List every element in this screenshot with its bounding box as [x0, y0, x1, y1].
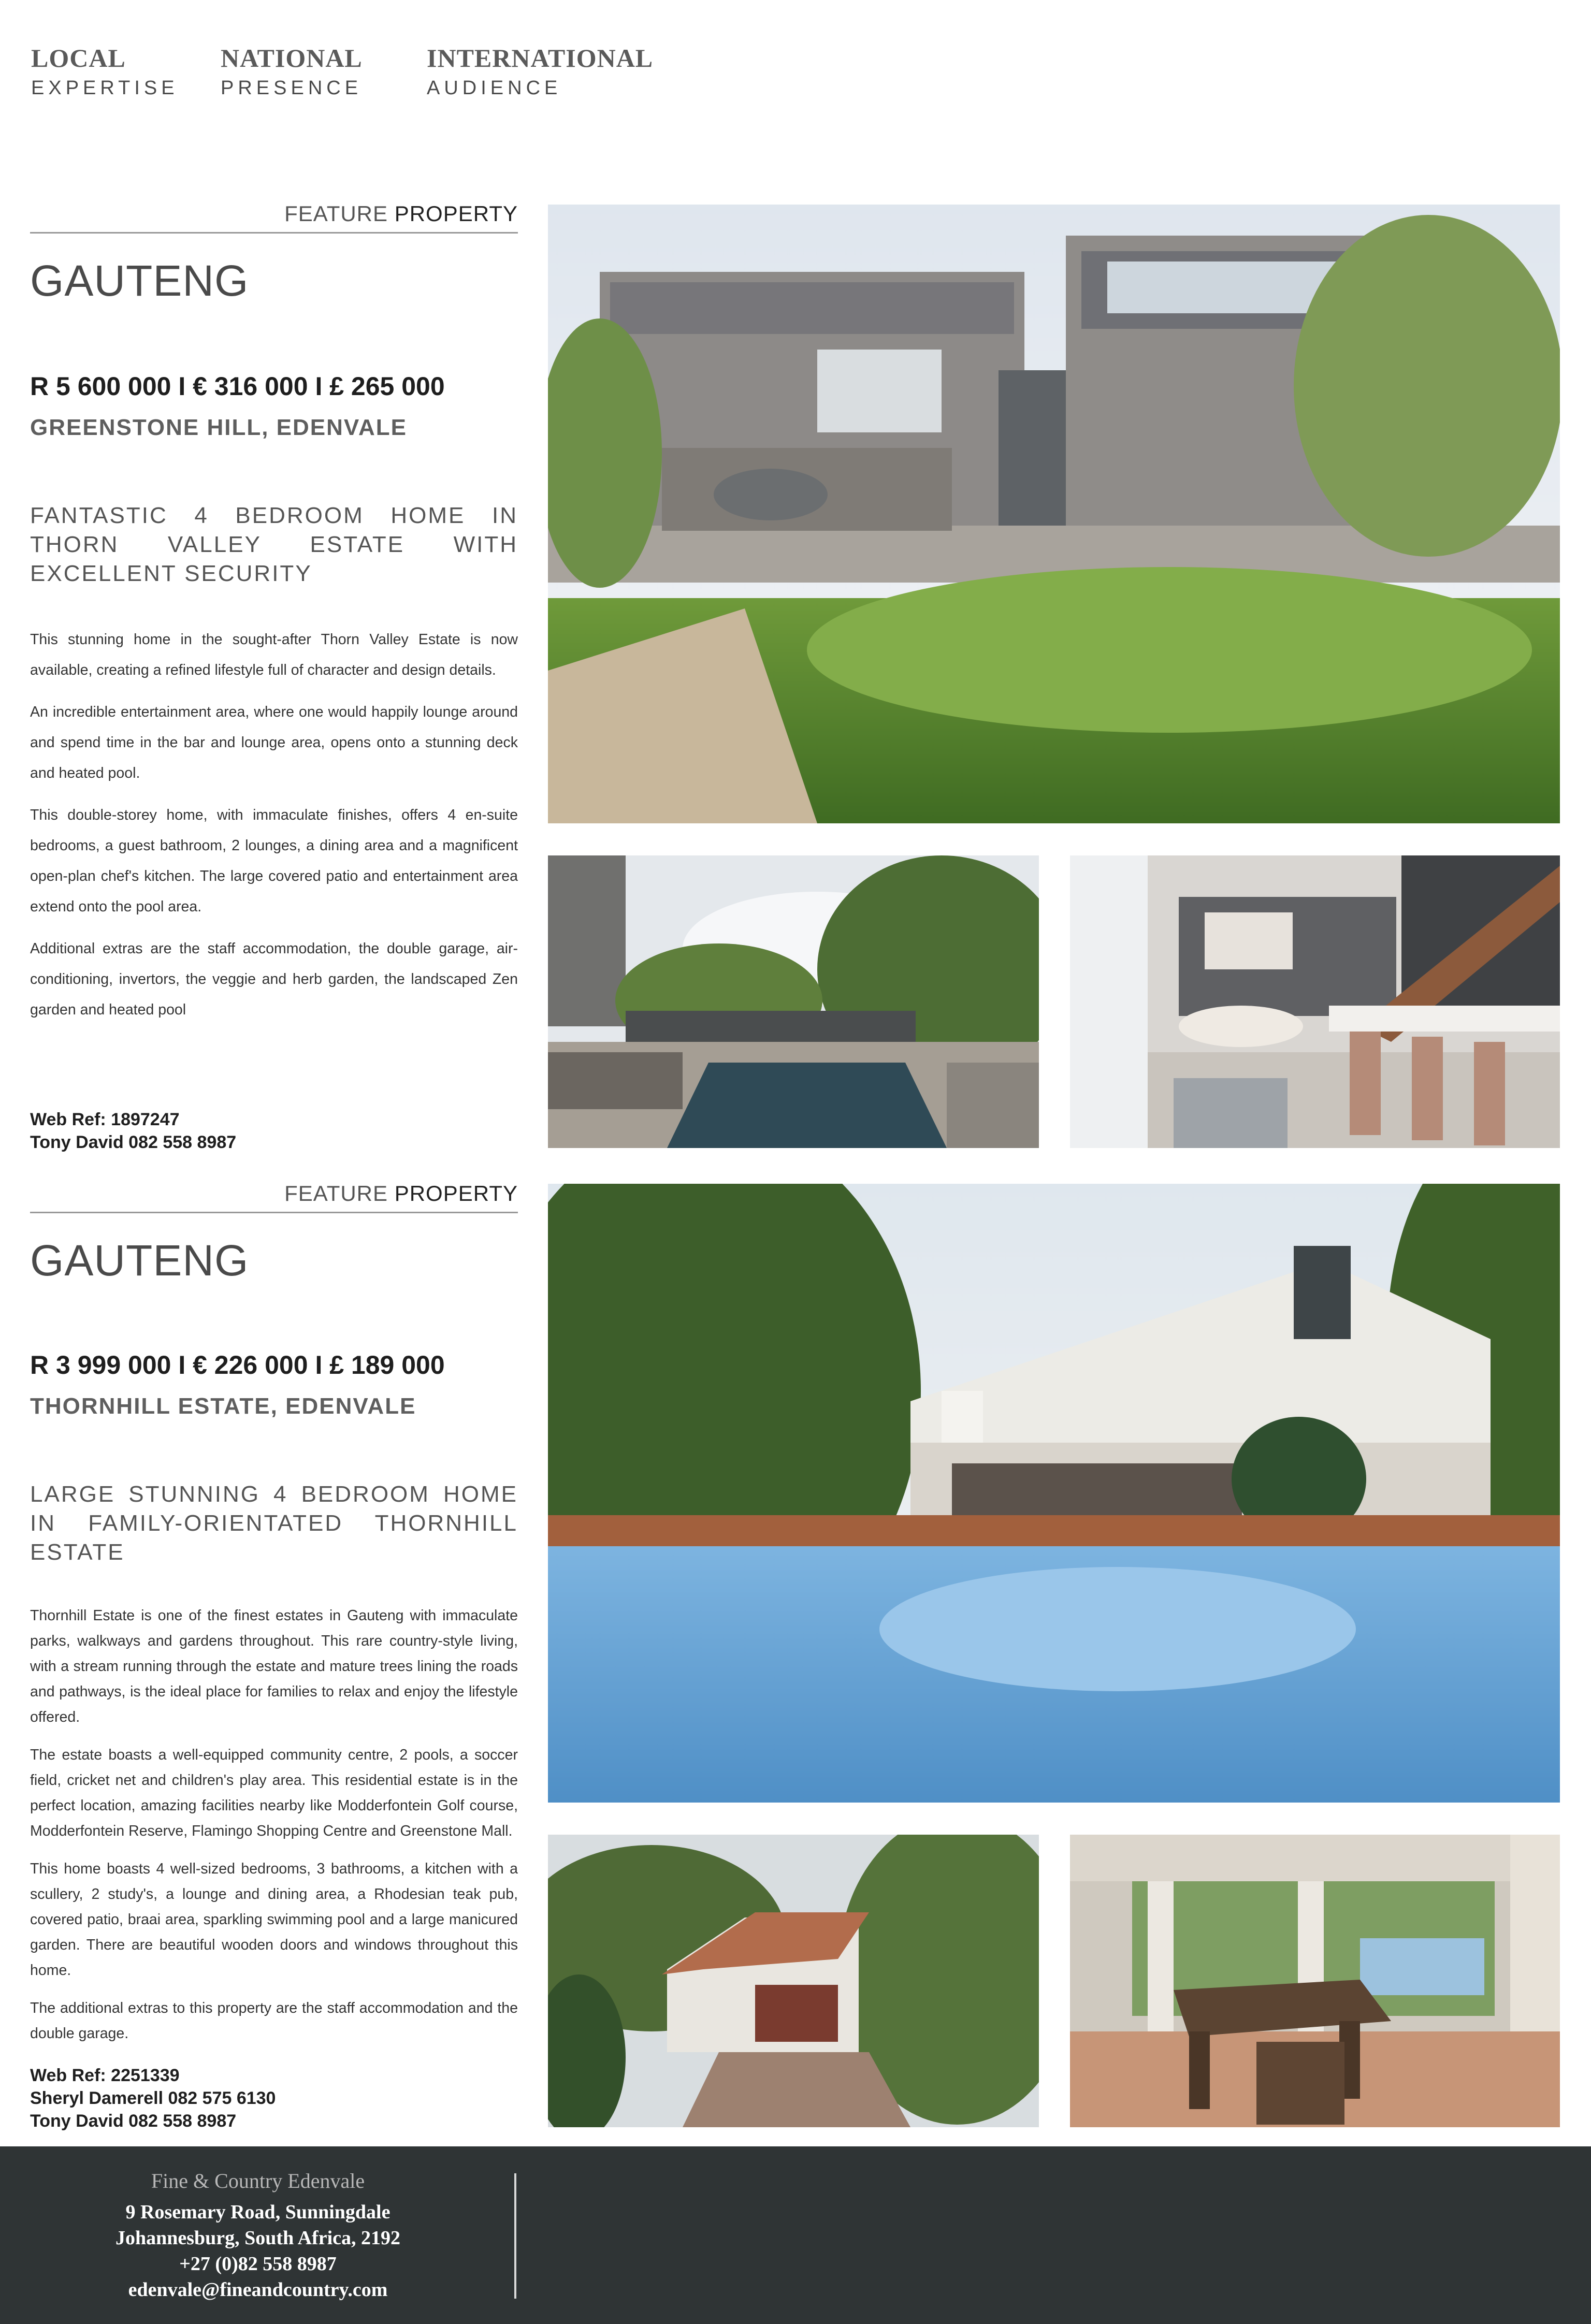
locality: GREENSTONE HILL, EDENVALE: [30, 415, 408, 440]
region-title: GAUTENG: [30, 1236, 249, 1285]
web-ref: Web Ref: 2251339: [30, 2066, 180, 2085]
footer: [0, 2146, 1591, 2324]
photo-house-exterior-garden: [548, 205, 1560, 823]
feature-property-label: [30, 201, 518, 227]
price: R 5 600 000 I € 316 000 I £ 265 000: [30, 372, 445, 401]
contact-block: [30, 2064, 276, 2132]
photo-pool-deck: [548, 855, 1039, 1148]
tagline-local: [31, 43, 179, 100]
tagline-subtitle: AUDIENCE: [427, 77, 562, 99]
description-paragraph: This stunning home in the sought-after Thorn Valley Estate is now available, creating a refined lifestyle full of character and design details.: [30, 631, 518, 678]
section-divider: [30, 1212, 518, 1213]
web-ref: Web Ref: 1897247: [30, 1110, 180, 1129]
footer-divider: [514, 2173, 516, 2299]
phone-number[interactable]: +27 (0)82 558 8987: [179, 2253, 337, 2275]
description-paragraph: Additional extras are the staff accommodation, the double garage, air-conditioning, invertors, the veggie and herb garden, the landscaped Zen garden and heated pool: [30, 940, 518, 1018]
agent-contact: Sheryl Damerell 082 575 6130: [30, 2088, 276, 2108]
office-name: Fine & Country Edenvale: [151, 2169, 365, 2192]
headline: FANTASTIC 4 BEDROOM HOME IN THORN VALLEY ESTATE WITH EXCELLENT SECURITY: [30, 503, 518, 586]
address-line: Johannesburg, South Africa, 2192: [115, 2227, 401, 2249]
photo-house-with-pool: [548, 1184, 1560, 1803]
feature-word: FEATURE: [284, 201, 388, 226]
headline: LARGE STUNNING 4 BEDROOM HOME IN FAMILY-ORIENTATED THORNHILL ESTATE: [30, 1481, 518, 1565]
locality: THORNHILL ESTATE, EDENVALE: [30, 1393, 416, 1419]
tagline-title: NATIONAL: [221, 43, 363, 72]
feature-word: FEATURE: [284, 1181, 388, 1205]
agent-contact: Tony David 082 558 8987: [30, 2111, 237, 2131]
description-paragraph: Thornhill Estate is one of the finest estates in Gauteng with immaculate parks, walkways and gardens throughout. This rare country-style living, with a stream running through the estate and mature trees lining the roads and pathways, is the ideal place for families to relax and enjoy the lifestyle offered.: [30, 1607, 518, 1725]
price: R 3 999 000 I € 226 000 I £ 189 000: [30, 1350, 445, 1379]
tagline-title: LOCAL: [31, 43, 126, 72]
email-link[interactable]: edenvale@fineandcountry.com: [128, 2279, 388, 2301]
region-title: GAUTENG: [30, 256, 249, 305]
description-paragraph: The estate boasts a well-equipped community centre, 2 pools, a soccer field, cricket net and children's play area. This residential estate is in the perfect location, amazing facilities nearby like Modderfontein Golf course, Modderfontein Reserve, Flamingo Shopping Centre and Greenstone Mall.: [30, 1747, 518, 1839]
property-word: PROPERTY: [394, 201, 518, 226]
property-word: PROPERTY: [394, 1181, 518, 1205]
contact-block: [30, 1108, 236, 1154]
agent-contact: Tony David 082 558 8987: [30, 1132, 237, 1152]
address-line: 9 Rosemary Road, Sunningdale: [125, 2201, 390, 2223]
tagline-subtitle: PRESENCE: [221, 77, 363, 99]
description: [30, 624, 518, 1037]
tagline-national: [221, 43, 363, 100]
description-paragraph: An incredible entertainment area, where one would happily lounge around and spend time in the bar and lounge area, opens onto a stunning deck and heated pool.: [30, 704, 518, 781]
photo-aerial-house-view: [548, 1835, 1039, 2127]
tagline-subtitle: EXPERTISE: [31, 77, 179, 99]
photo-covered-patio-dining: [1070, 1835, 1560, 2127]
tagline-title: INTERNATIONAL: [427, 43, 654, 72]
tagline-international: [427, 43, 653, 100]
description-paragraph: This double-storey home, with immaculate finishes, offers 4 en-suite bedrooms, a guest bathroom, 2 lounges, a dining area and a magnificent open-plan chef's kitchen. The large covered patio and entertainment area extend onto the pool area.: [30, 807, 518, 915]
description-paragraph: This home boasts 4 well-sized bedrooms, 3 bathrooms, a kitchen with a scullery, 2 study's, a lounge and dining area, a Rhodesian teak pub, covered patio, braai area, sparkling swimming pool and a large manicured garden. There are beautiful wooden doors and windows throughout this home.: [30, 1861, 518, 1979]
section-divider: [30, 232, 518, 234]
description: [30, 1603, 518, 2059]
feature-property-label: [30, 1181, 518, 1207]
office-address: [0, 2199, 516, 2303]
description-paragraph: The additional extras to this property are the staff accommodation and the double garage.: [30, 2000, 518, 2042]
photo-living-dining-area: [1070, 855, 1560, 1148]
